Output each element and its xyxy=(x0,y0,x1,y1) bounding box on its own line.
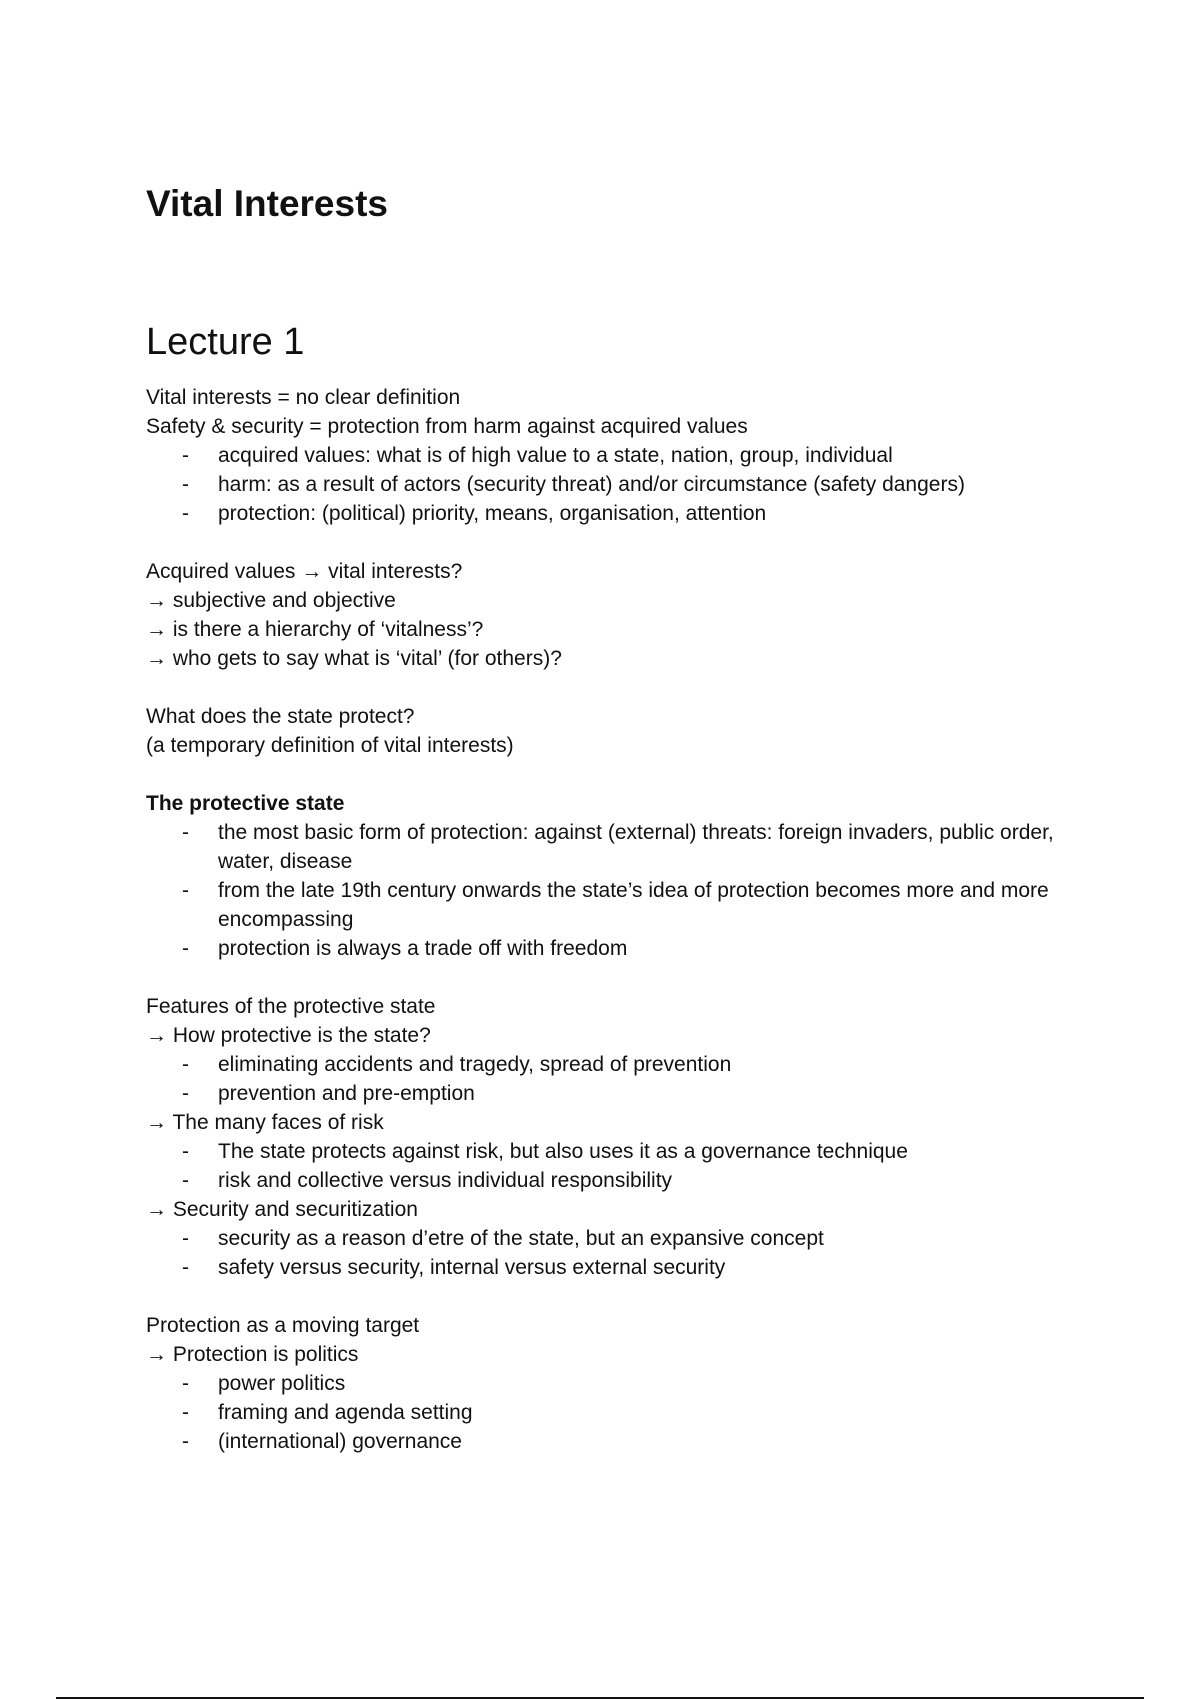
dash-marker: - xyxy=(182,473,189,496)
state-protect-line: What does the state protect? xyxy=(146,705,415,728)
list-item-text: eliminating accidents and tragedy, spread of prevention xyxy=(218,1053,732,1076)
protective-state-heading: The protective state xyxy=(146,792,345,815)
list-item xyxy=(146,876,1066,934)
list-item xyxy=(146,1079,1066,1108)
dash-marker: - xyxy=(182,1430,189,1453)
list-item-text: The state protects against risk, but also uses it as a governance technique xyxy=(218,1140,908,1163)
paragraph-gap xyxy=(146,760,1066,789)
list-item-text: the most basic form of protection: against (external) threats: foreign invaders, public order, water, disease xyxy=(218,821,1054,873)
dash-marker: - xyxy=(182,1372,189,1395)
list-item xyxy=(146,1369,1066,1398)
paragraph-gap xyxy=(146,963,1066,992)
intro-line: Vital interests = no clear definition xyxy=(146,386,461,409)
features-group-label: → The many faces of risk xyxy=(146,1111,384,1134)
dash-marker: - xyxy=(182,1227,189,1250)
acquired-line: Acquired values → vital interests? xyxy=(146,560,463,583)
list-item-text: protection: (political) priority, means, organisation, attention xyxy=(218,502,767,525)
list-item-text: power politics xyxy=(218,1372,346,1395)
list-item xyxy=(146,1137,1066,1166)
list-item xyxy=(146,1253,1066,1282)
list-item xyxy=(146,441,1066,470)
list-item-text: acquired values: what is of high value to a state, nation, group, individual xyxy=(218,444,893,467)
dash-marker: - xyxy=(182,1169,189,1192)
dash-marker: - xyxy=(182,1256,189,1279)
state-protect-line: (a temporary definition of vital interests) xyxy=(146,734,514,757)
list-item xyxy=(146,1224,1066,1253)
features-group-list xyxy=(146,1050,1066,1108)
features-group-list xyxy=(146,1224,1066,1282)
paragraph-gap xyxy=(146,1282,1066,1311)
features-group-label: → Security and securitization xyxy=(146,1198,418,1221)
dash-marker: - xyxy=(182,937,189,960)
dash-marker: - xyxy=(182,1140,189,1163)
list-item xyxy=(146,1050,1066,1079)
footer-divider xyxy=(56,1697,1144,1699)
acquired-line: → subjective and objective xyxy=(146,589,396,612)
dash-marker: - xyxy=(182,1082,189,1105)
dash-marker: - xyxy=(182,502,189,525)
lecture-heading: Lecture 1 xyxy=(146,321,305,363)
dash-marker: - xyxy=(182,821,189,844)
list-item xyxy=(146,1427,1066,1456)
moving-target-list xyxy=(146,1369,1066,1456)
protective-state-list xyxy=(146,818,1066,963)
list-item-text: risk and collective versus individual responsibility xyxy=(218,1169,673,1192)
document-title: Vital Interests xyxy=(146,183,388,224)
list-item-text: protection is always a trade off with freedom xyxy=(218,937,628,960)
list-item-text: framing and agenda setting xyxy=(218,1401,473,1424)
list-item-text: (international) governance xyxy=(218,1430,462,1453)
acquired-line: → who gets to say what is ‘vital’ (for others)? xyxy=(146,647,562,670)
paragraph-gap xyxy=(146,673,1066,702)
paragraph-gap xyxy=(146,528,1066,557)
list-item xyxy=(146,470,1066,499)
dash-marker: - xyxy=(182,1401,189,1424)
acquired-line: → is there a hierarchy of ‘vitalness’? xyxy=(146,618,484,641)
dash-marker: - xyxy=(182,444,189,467)
dash-marker: - xyxy=(182,1053,189,1076)
list-item xyxy=(146,934,1066,963)
features-heading: Features of the protective state xyxy=(146,995,436,1018)
intro-line: Safety & security = protection from harm against acquired values xyxy=(146,415,748,438)
dash-marker: - xyxy=(182,879,189,902)
list-item xyxy=(146,1398,1066,1427)
list-item-text: safety versus security, internal versus external security xyxy=(218,1256,726,1279)
list-item-text: harm: as a result of actors (security threat) and/or circumstance (safety dangers) xyxy=(218,473,965,496)
list-item-text: security as a reason d’etre of the state, but an expansive concept xyxy=(218,1227,824,1250)
list-item xyxy=(146,1166,1066,1195)
list-item-text: from the late 19th century onwards the state’s idea of protection becomes more and more encompassing xyxy=(218,879,1049,931)
moving-target-label: → Protection is politics xyxy=(146,1343,359,1366)
intro-bullet-list xyxy=(146,441,1066,528)
lecture-content xyxy=(146,383,1066,1456)
features-group-list xyxy=(146,1137,1066,1195)
list-item-text: prevention and pre-emption xyxy=(218,1082,475,1105)
list-item xyxy=(146,499,1066,528)
moving-target-heading: Protection as a moving target xyxy=(146,1314,420,1337)
features-group-label: → How protective is the state? xyxy=(146,1024,431,1047)
list-item xyxy=(146,818,1066,876)
